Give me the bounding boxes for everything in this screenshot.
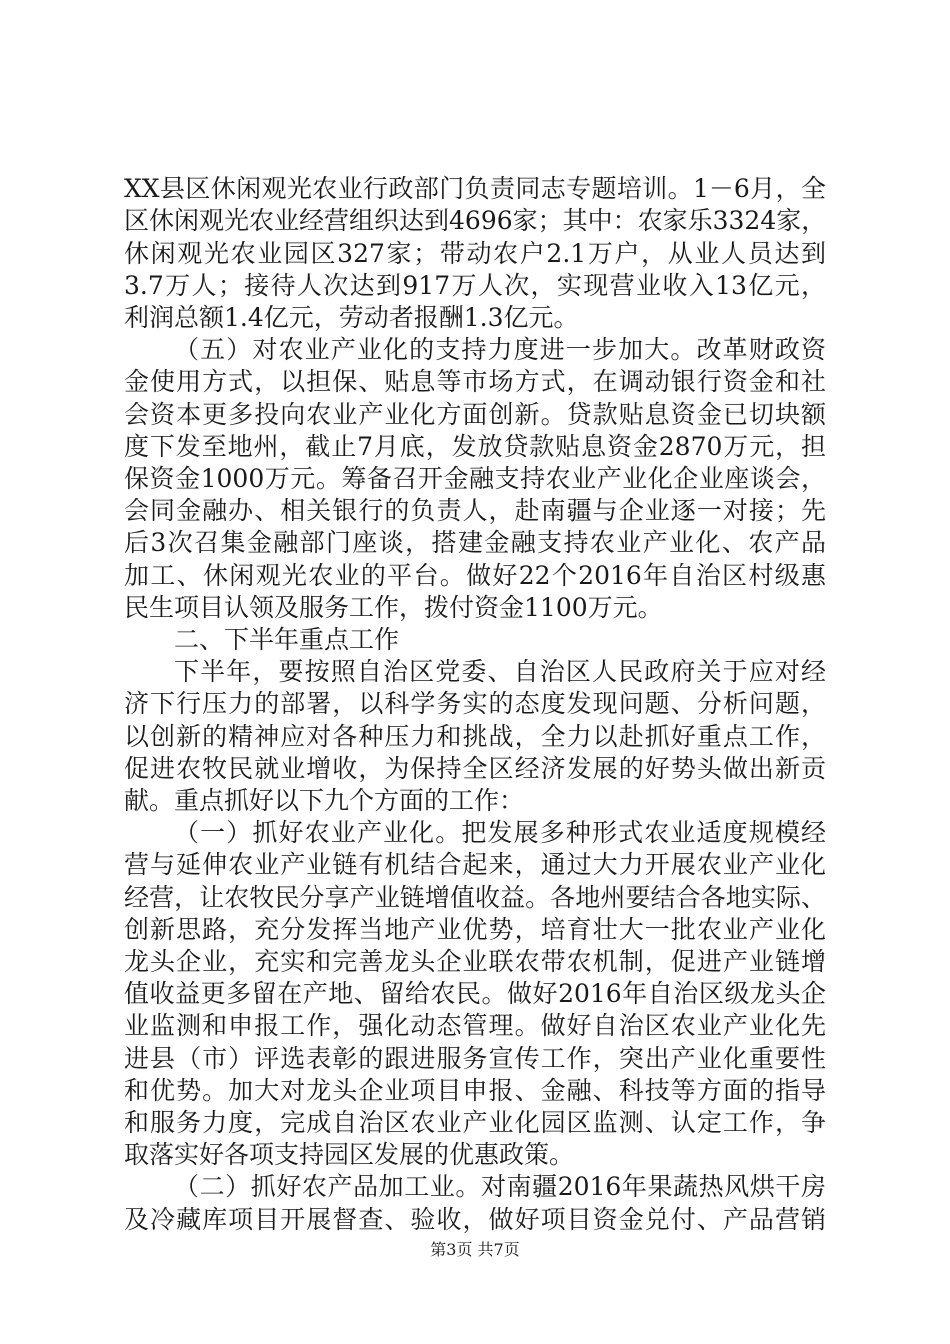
text-line: 和优势。加大对龙头企业项目申报、金融、科技等方面的指导 xyxy=(124,1076,826,1105)
page-footer: 第3页 共7页 xyxy=(430,1240,520,1259)
text-line: 3.7万人；接待人次达到917万人次，实现营业收入13亿元， xyxy=(124,271,826,300)
text-line: 创新思路，充分发挥当地产业优势，培育壮大一批农业产业化 xyxy=(124,915,826,944)
text-line: 和服务力度，完成自治区农业产业化园区监测、认定工作，争 xyxy=(124,1108,826,1137)
text-line: 保资金1000万元。筹备召开金融支持农业产业化企业座谈会， xyxy=(124,464,826,493)
text-line: 经营，让农牧民分享产业链增值收益。各地州要结合各地实际、 xyxy=(124,883,826,912)
text-line: 民生项目认领及服务工作，拨付资金1100万元。 xyxy=(124,593,663,622)
text-line: 休闲观光农业园区327家；带动农户2.1万户，从业人员达到 xyxy=(124,239,826,268)
text-line: 会同金融办、相关银行的负责人，赴南疆与企业逐一对接；先 xyxy=(124,496,826,525)
text-line: （二）抓好农产品加工业。对南疆2016年果蔬热风烘干房 xyxy=(174,1172,826,1201)
text-line: 进县（市）评选表彰的跟进服务宣传工作，突出产业化重要性 xyxy=(124,1044,826,1073)
text-line: 区休闲观光农业经营组织达到4696家；其中：农家乐3324家， xyxy=(124,206,827,235)
text-line: 下半年，要按照自治区党委、自治区人民政府关于应对经 xyxy=(174,657,826,686)
text-line: 及冷藏库项目开展督查、验收，做好项目资金兑付、产品营销 xyxy=(124,1205,826,1234)
text-line: XX县区休闲观光农业行政部门负责同志专题培训。1－6月，全 xyxy=(124,174,826,203)
text-line: 龙头企业，充实和完善龙头企业联农带农机制，促进产业链增 xyxy=(124,947,826,976)
text-line: 利润总额1.4亿元，劳动者报酬1.3亿元。 xyxy=(124,303,579,332)
text-line: 营与延伸农业产业链有机结合起来，通过大力开展农业产业化 xyxy=(124,850,826,879)
text-line: 金使用方式，以担保、贴息等市场方式，在调动银行资金和社 xyxy=(124,367,826,396)
text-line: 促进农牧民就业增收，为保持全区经济发展的好势头做出新贡 xyxy=(124,754,826,783)
text-line: 度下发至地州，截止7月底，发放贷款贴息资金2870万元，担 xyxy=(124,432,826,461)
text-line: 献。重点抓好以下九个方面的工作： xyxy=(124,786,525,815)
text-line: 值收益更多留在产地、留给农民。做好2016年自治区级龙头企 xyxy=(124,979,826,1008)
section-heading: 二、下半年重点工作 xyxy=(174,625,400,654)
text-line: 取落实好各项支持园区发展的优惠政策。 xyxy=(124,1140,575,1169)
text-line: 后3次召集金融部门座谈，搭建金融支持农业产业化、农产品 xyxy=(124,528,826,557)
text-line: 会资本更多投向农业产业化方面创新。贷款贴息资金已切块额 xyxy=(124,400,826,429)
text-line: 以创新的精神应对各种压力和挑战，全力以赴抓好重点工作， xyxy=(124,722,826,751)
text-line: 济下行压力的部署，以科学务实的态度发现问题、分析问题， xyxy=(124,689,826,718)
text-line: （一）抓好农业产业化。把发展多种形式农业适度规模经 xyxy=(174,818,826,847)
text-line: 加工、休闲观光农业的平台。做好22个2016年自治区村级惠 xyxy=(124,561,826,590)
text-line: （五）对农业产业化的支持力度进一步加大。改革财政资 xyxy=(174,335,826,364)
text-line: 业监测和申报工作，强化动态管理。做好自治区农业产业化先 xyxy=(124,1011,826,1040)
